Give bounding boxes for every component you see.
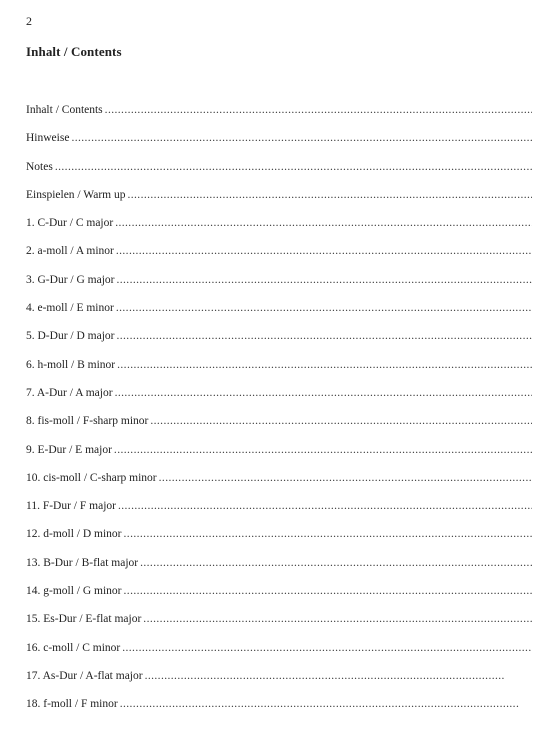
dot-leader [124,583,532,599]
dot-leader [143,611,532,627]
page-number: 2 [26,14,32,28]
dot-leader [124,526,532,542]
dot-leader [115,215,532,231]
toc-entry-17 [26,668,532,696]
page-title: Inhalt / Contents [26,44,122,59]
toc-entry-label: 10. cis-moll / C-sharp minor [26,471,157,484]
toc-entry-label: 9. E-Dur / E major [26,443,112,456]
table-of-contents [26,102,532,725]
toc-entry-label: 17. As-Dur / A-flat major [26,669,143,682]
dot-leader [118,498,532,514]
toc-entry-16 [26,640,532,668]
toc-entry-14 [26,583,532,611]
dot-leader [114,442,532,458]
toc-entry-15 [26,611,532,639]
toc-entry-label: 6. h-moll / B minor [26,358,116,371]
dot-leader [120,696,520,712]
toc-entry-label: 14. g-moll / G minor [26,585,122,598]
dot-leader [117,357,532,373]
toc-entry-label: 16. c-moll / C minor [26,641,121,654]
toc-entry-label: 18. f-moll / F minor [26,698,118,711]
dot-leader [122,640,532,656]
toc-entry-7 [26,385,532,413]
toc-entry-10 [26,470,532,498]
toc-entry-label: 13. B-Dur / B-flat major [26,556,139,569]
toc-entry-label: 4. e-moll / E minor [26,302,114,315]
toc-entry-4 [26,300,532,328]
dot-leader [116,328,532,344]
toc-entry-9 [26,442,532,470]
toc-entry-12 [26,526,532,554]
dot-leader [150,413,532,429]
toc-entry-13 [26,555,532,583]
toc-entry-label: 7. A-Dur / A major [26,386,113,399]
dot-leader [116,243,532,259]
dot-leader [105,102,532,118]
toc-entry-label: Notes [26,160,53,173]
toc-entry-hinweise [26,130,532,158]
toc-entry-6 [26,357,532,385]
toc-entry-3 [26,272,532,300]
toc-entry-label: 8. fis-moll / F-sharp minor [26,415,149,428]
toc-entry-11 [26,498,532,526]
toc-entry-label: Hinweise [26,132,70,145]
toc-entry-label: 11. F-Dur / F major [26,500,116,513]
dot-leader [127,187,532,203]
dot-leader [159,470,532,486]
toc-entry-warm-up [26,187,532,215]
toc-entry-label: 1. C-Dur / C major [26,217,114,230]
toc-entry-8 [26,413,532,441]
toc-entry-label: 15. Es-Dur / E-flat major [26,613,142,626]
dot-leader [116,300,532,316]
toc-entry-label: Einspielen / Warm up [26,188,126,201]
toc-entry-label: Inhalt / Contents [26,104,103,116]
dot-leader [145,668,505,684]
toc-entry-notes [26,159,532,187]
toc-entry-label: 5. D-Dur / D major [26,330,115,343]
dot-leader [55,159,532,175]
dot-leader [116,272,532,288]
dot-leader [71,130,532,146]
toc-entry-label: 2. a-moll / A minor [26,245,114,258]
toc-entry-contents [26,102,532,130]
toc-entry-label: 12. d-moll / D minor [26,528,122,541]
dot-leader [140,555,532,571]
toc-entry-label: 3. G-Dur / G major [26,273,115,286]
toc-entry-18 [26,696,532,724]
dot-leader [115,385,532,401]
toc-entry-1 [26,215,532,243]
toc-entry-5 [26,328,532,356]
toc-entry-2 [26,243,532,271]
